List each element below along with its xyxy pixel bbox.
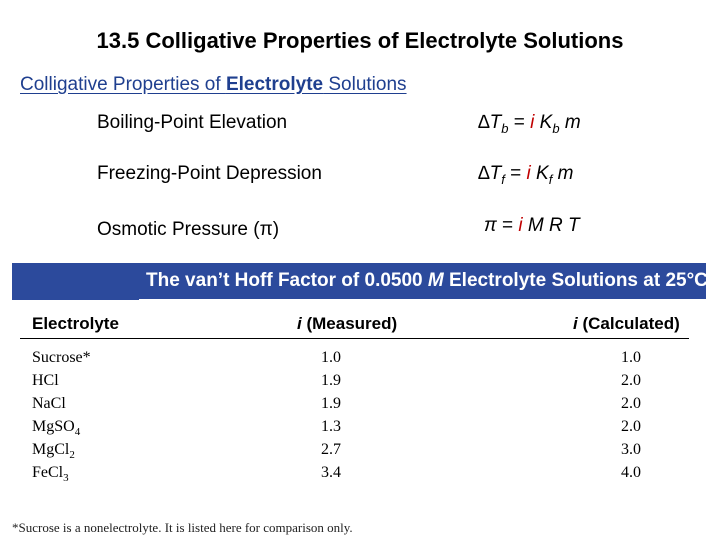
electrolyte-name: HCl bbox=[32, 372, 59, 389]
calculated-value: 2.0 bbox=[621, 395, 641, 412]
property-label: Boiling-Point Elevation bbox=[97, 112, 288, 133]
property-freezing-point bbox=[97, 163, 477, 185]
header-rule bbox=[20, 338, 689, 339]
property-boiling-point bbox=[97, 112, 477, 134]
subtitle-text: Colligative Properties of Electrolyte Solutions bbox=[20, 74, 407, 95]
measured-value: 1.9 bbox=[321, 395, 341, 412]
slide-title: 13.5 Colligative Properties of Electrolyte Solutions bbox=[96, 28, 624, 53]
equation-osmotic-pressure: π = i M R T bbox=[484, 215, 580, 236]
table-header-notch bbox=[12, 299, 139, 300]
electrolyte-name: NaCl bbox=[32, 395, 66, 412]
vant-hoff-table bbox=[12, 263, 706, 499]
table-title: The van’t Hoff Factor of 0.0500 M Electrolyte Solutions at 25°C bbox=[146, 270, 708, 291]
electrolyte-formula bbox=[32, 441, 75, 461]
property-osmotic-pressure bbox=[97, 219, 477, 241]
property-label: Freezing-Point Depression bbox=[97, 163, 322, 184]
formula-subscript: 3 bbox=[63, 472, 69, 485]
measured-value: 3.4 bbox=[321, 464, 341, 481]
calculated-value: 2.0 bbox=[621, 372, 641, 389]
column-header-measured: i (Measured) bbox=[297, 314, 398, 333]
table-footnote: *Sucrose is a nonelectrolyte. It is listed here for comparison only. bbox=[12, 520, 353, 535]
slide-subtitle bbox=[20, 74, 407, 96]
equation-freezing-point: $\Delta T_f = i$ $K_f$ m bbox=[478, 163, 574, 187]
electrolyte-name: MgSO bbox=[32, 418, 75, 435]
measured-value: 1.9 bbox=[321, 372, 341, 389]
measured-value: 2.7 bbox=[321, 441, 341, 458]
electrolyte-name: FeCl bbox=[32, 464, 64, 481]
calculated-value: 3.0 bbox=[621, 441, 641, 458]
electrolyte-formula bbox=[32, 418, 80, 438]
column-header-electrolyte: Electrolyte bbox=[32, 314, 119, 333]
measured-value: 1.3 bbox=[321, 418, 341, 435]
formula-subscript: 4 bbox=[74, 426, 81, 439]
calculated-value: 1.0 bbox=[621, 349, 641, 366]
column-header-calculated: i (Calculated) bbox=[573, 314, 680, 333]
property-label: Osmotic Pressure (π) bbox=[97, 219, 280, 240]
electrolyte-name: Sucrose* bbox=[32, 349, 91, 366]
calculated-value: 2.0 bbox=[621, 418, 641, 435]
formula-subscript: 2 bbox=[69, 449, 75, 462]
electrolyte-name: MgCl bbox=[32, 441, 70, 458]
equation-boiling-point: $\Delta T_b = i$ $K_b$ m bbox=[478, 112, 581, 136]
calculated-value: 4.0 bbox=[621, 464, 641, 481]
measured-value: 1.0 bbox=[321, 349, 341, 366]
electrolyte-formula bbox=[32, 464, 69, 484]
